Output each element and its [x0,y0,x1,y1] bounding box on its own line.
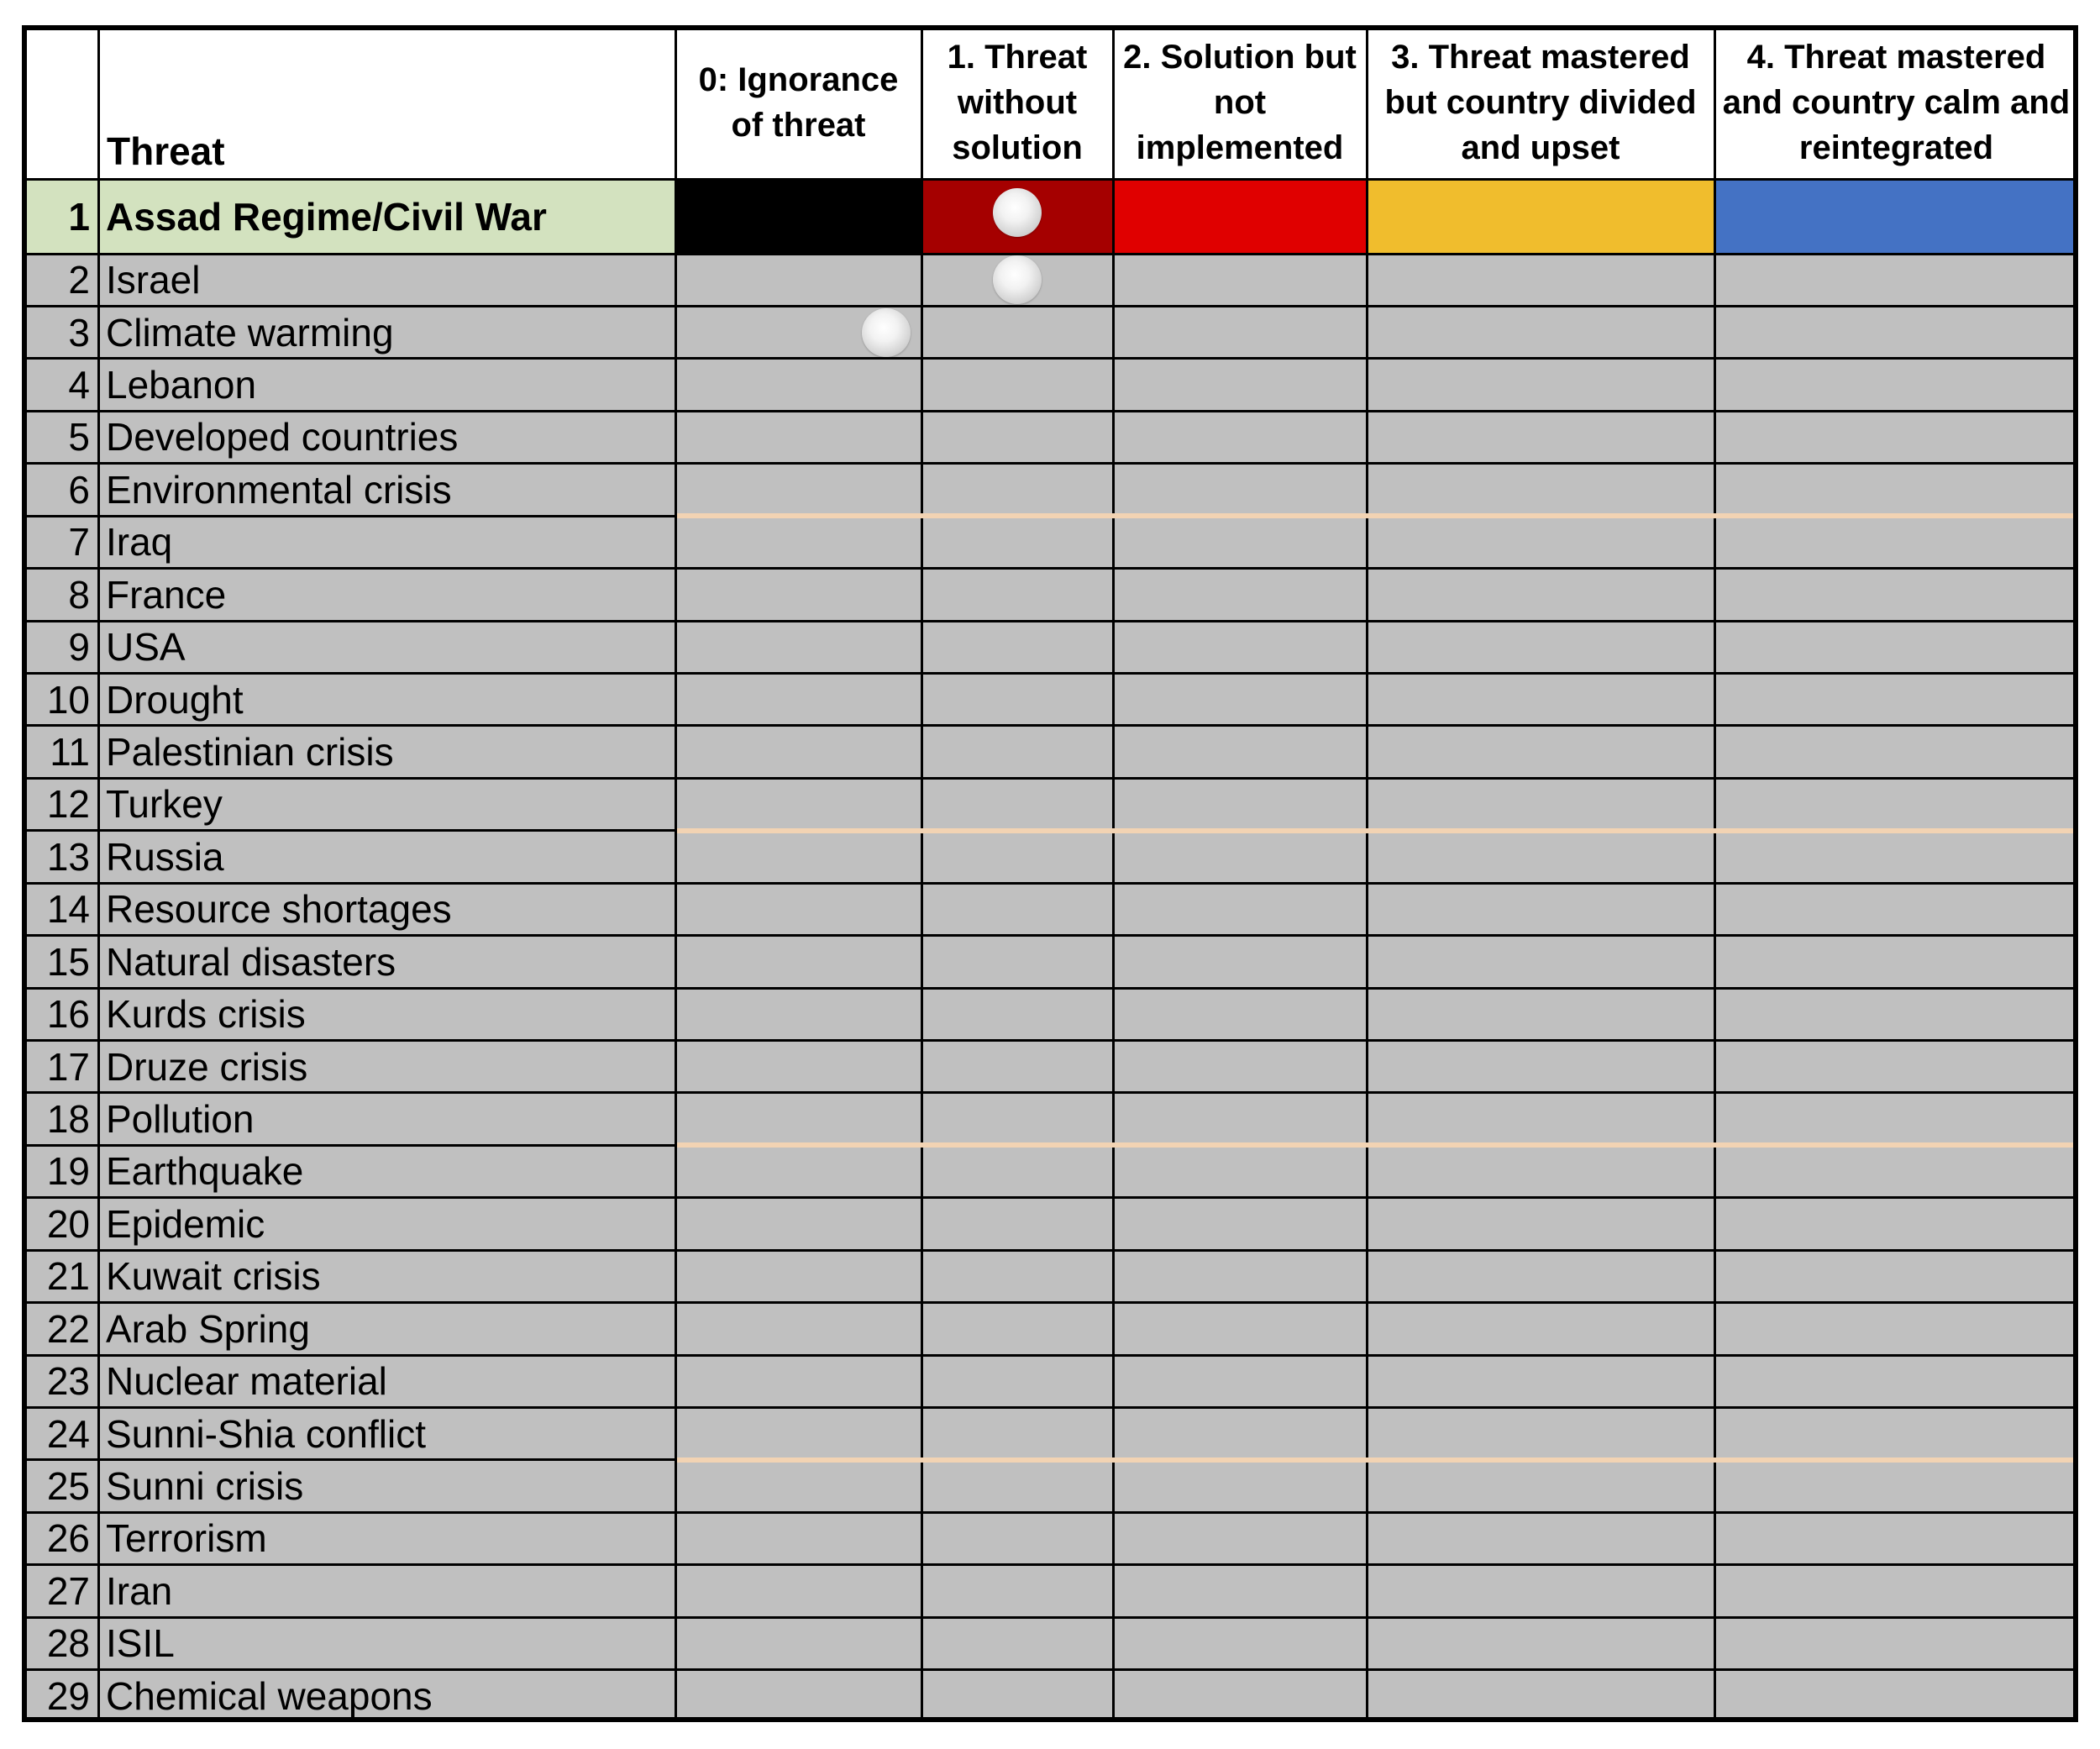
row-number: 20 [22,1198,98,1250]
threat-name: Iraq [98,516,675,568]
header-stage-2: 2. Solution but not implemented [1123,38,1357,166]
row-number: 24 [22,1407,98,1459]
threat-name: Arab Spring [98,1303,675,1355]
row-number: 12 [22,778,98,830]
row-number: 6 [22,464,98,516]
threat-name: Developed countries [98,411,675,463]
header-stage-4: 4. Threat mastered and country calm and reintegrated [1722,38,2071,166]
header-threat-label: Threat [107,129,225,173]
header-stage-3: 3. Threat mastered but country divided and upset [1384,38,1697,166]
row-number: 25 [22,1460,98,1512]
threat-name: Natural disasters [98,936,675,988]
header-stage-1: 1. Threat without solution [947,38,1088,166]
row-number: 2 [22,254,98,306]
threat-name: Iran [98,1565,675,1617]
row-number: 17 [22,1040,98,1092]
row-number: 15 [22,936,98,988]
row-number: 9 [22,621,98,673]
row-number: 11 [22,726,98,778]
row-number: 23 [22,1355,98,1407]
threat-name: Resource shortages [98,883,675,935]
threat-name: Israel [98,254,675,306]
threat-name: ISIL [98,1617,675,1669]
row-number: 28 [22,1617,98,1669]
row-number: 19 [22,1145,98,1197]
threat-name: Drought [98,673,675,725]
row-number: 26 [22,1512,98,1564]
row-number: 3 [22,306,98,358]
row-number: 16 [22,988,98,1040]
threat-name: Chemical weapons [98,1670,675,1722]
threat-name: Assad Regime/Civil War [98,179,675,254]
row-number: 10 [22,673,98,725]
threat-name: Palestinian crisis [98,726,675,778]
threat-name: Sunni crisis [98,1460,675,1512]
row-number: 1 [22,179,98,254]
row-number: 8 [22,569,98,621]
row-number: 18 [22,1093,98,1145]
row-number: 4 [22,359,98,411]
threat-name: Terrorism [98,1512,675,1564]
threat-name: France [98,569,675,621]
threat-name: Epidemic [98,1198,675,1250]
threat-name: Earthquake [98,1145,675,1197]
threat-name: Nuclear material [98,1355,675,1407]
row-number: 21 [22,1250,98,1302]
threat-name: Environmental crisis [98,464,675,516]
threat-name: Russia [98,831,675,883]
row-number: 22 [22,1303,98,1355]
header-stage-0: 0: Ignorance of threat [698,60,899,144]
threat-name: Sunni-Shia conflict [98,1407,675,1459]
row-number: 13 [22,831,98,883]
row-number: 7 [22,516,98,568]
threat-name: Turkey [98,778,675,830]
threat-name: Kuwait crisis [98,1250,675,1302]
row-number: 5 [22,411,98,463]
threat-name: Druze crisis [98,1040,675,1092]
row-number: 14 [22,883,98,935]
threat-name: USA [98,621,675,673]
threat-name: Pollution [98,1093,675,1145]
threat-name: Lebanon [98,359,675,411]
threat-name: Kurds crisis [98,988,675,1040]
row-number: 29 [22,1670,98,1722]
row-number: 27 [22,1565,98,1617]
table-border [22,25,2078,1722]
threat-name: Climate warming [98,306,675,358]
